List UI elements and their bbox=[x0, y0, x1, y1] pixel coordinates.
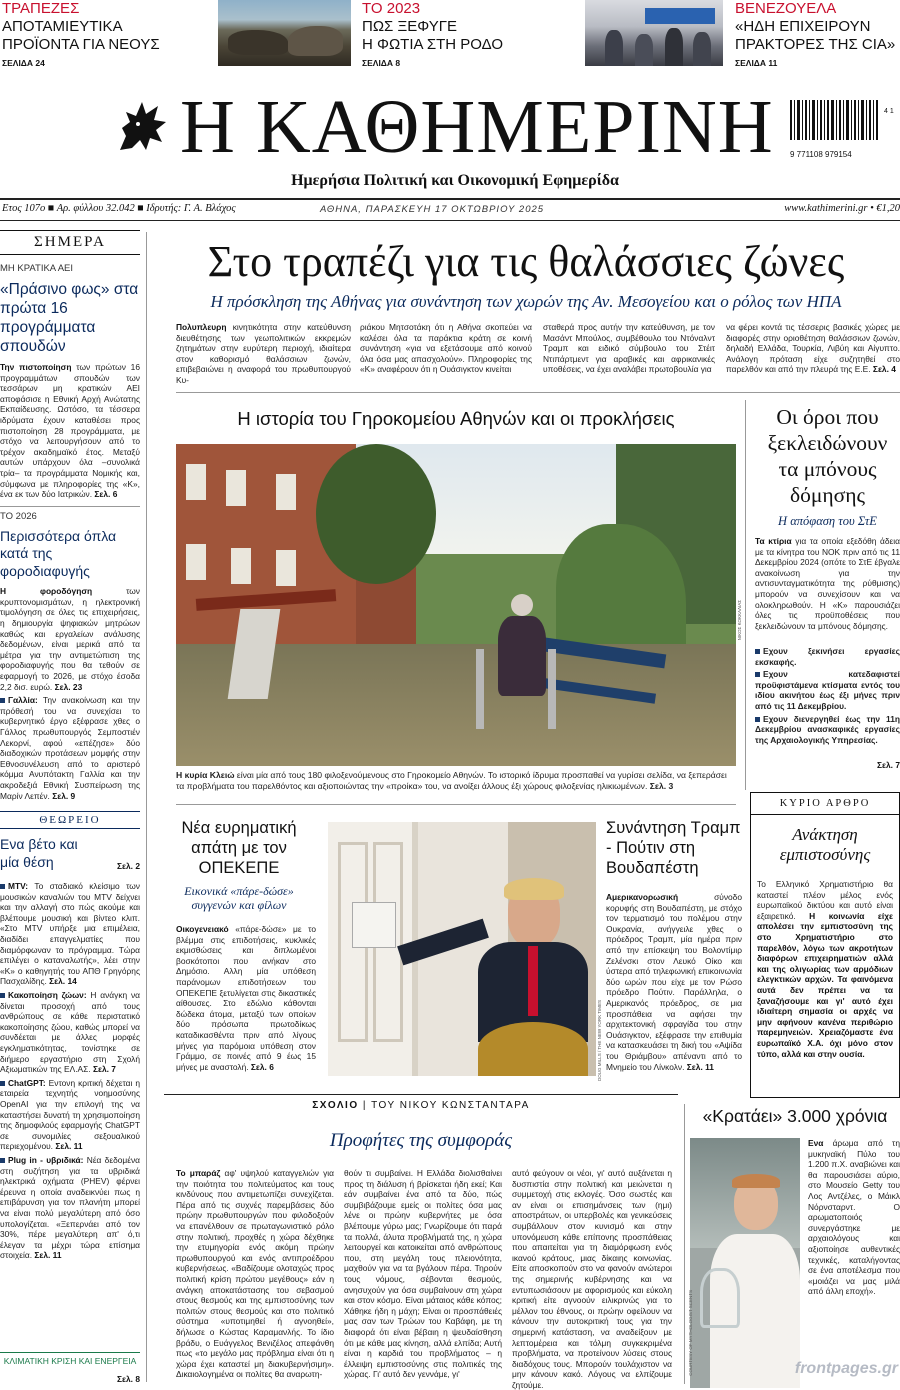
teaser-rhodes-photo bbox=[218, 0, 351, 66]
lead-col-4-page: Σελ. 4 bbox=[872, 364, 896, 375]
teaser-venezuela-line1: «ΗΔΗ ΕΠΙΧΕΙΡΟΥΝ bbox=[735, 18, 871, 35]
editorial-box bbox=[750, 792, 900, 1098]
teaser-rhodes-line2: Η ΦΩΤΙΑ ΣΤΗ ΡΟΔΟ bbox=[362, 36, 504, 53]
gerokomeio-caption-text: είναι μία από τους 180 φιλοξενούμενους στο Γηροκομείο Αθηνών. Το ιστορικό ίδρυμα προσπαθεί να γυρίσει σελίδα, να ξεπεράσει τα προβλήματα του παρελθόντος και αξιοποιώντας την «προίκα» του, να ανοίξει άλλους έξι χώρους φιλοξενίας ηλικιωμένων. bbox=[176, 770, 727, 791]
theoria-bullet-chatgpt bbox=[0, 1078, 140, 1152]
today-label: ΣΗΜΕΡΑ bbox=[0, 230, 140, 255]
opekepe-page: Σελ. 6 bbox=[250, 1061, 274, 1072]
ste-text: για τα οποία εξεδόθη άδεια με τα κίνητρα του ΝΟΚ πριν από τις 11 Δεκεμβρίου 2024 (οπότε το ΣτΕ έβγαλε ανακοίνωση για την αντισυνταγματικότητα της ρύθμισης) μπορούν να συνεχίσουν και να ολοκληρωθούν. Η «Κ» παρουσιάζει όλες τις προϋποθέσεις που ξεκλειδώνουν τα μπόνους δόμησης. bbox=[755, 536, 900, 631]
ste-bullet-1 bbox=[755, 646, 900, 667]
teaser-banks[interactable] bbox=[2, 0, 212, 68]
bullet-lead: Plug in - υβριδικά: bbox=[8, 1154, 84, 1165]
theoria-page: Σελ. 2 bbox=[117, 861, 140, 872]
ste-body bbox=[755, 536, 900, 631]
bullet-text: Το σταδιακό κλείσιμο των μουσικών καναλιών του MTV δείχνει και την αλλαγή στο πώς ακούμε και βλέπουμε μουσική και βίντεο κλιπ. «Στο MTV υπήρξε μια επιμέλεια, διαδίδει επαγγελματίες που διαμόρφωναν το πρόγραμμα. Τώρα επιλέγει ο καταναλωτής», λέει στην «Κ» ο καθηγητής του ΑΠΘ Γρηγόρης Πασχαλίδης. bbox=[0, 881, 140, 987]
today-text-1: των πρώτων 16 προγραμμάτων σπουδών των τεσσάρων μη κρατικών ΑΕΙ αποφάσισε η Εθνική Αρχή Ανώτατης Εκπαίδευσης. Ωστόσο, τα τέσσερα ιδρύματα έχουν καταθέσει προς πιστοποίηση 28 προγράμματα, με στόχο να λειτουργήσουν από το τρέχον ακαδημαϊκό έτος. Μεταξύ αυτών υπάρχουν όλα –συνολικά τρία– τα προγράμματα Νομικής και, σύμφωνα με πληροφορίες της «Κ», ένα εκ των δύο Ιατρικών. bbox=[0, 362, 140, 500]
editorial-plain: Το Ελληνικό Χρηματιστήριο θα καταστεί πλέον μέλος ενός ευρωπαϊκού δικτύου και αυτό είναι εξαιρετικό. bbox=[757, 879, 893, 921]
kratai-divider bbox=[684, 1104, 685, 1384]
today-lead-3: Γαλλία: bbox=[8, 695, 38, 706]
teaser-venezuela-page: ΣΕΛΙΔΑ 11 bbox=[735, 58, 778, 68]
teaser-rhodes-line1: ΠΩΣ ΞΕΦΥΓΕ bbox=[362, 18, 457, 35]
trump-lead: Αμερικανορωσική bbox=[606, 892, 679, 902]
trump-body bbox=[606, 892, 742, 1072]
theoria-title[interactable]: Ενα βέτο και μία θέση bbox=[0, 836, 78, 871]
ste-page: Σελ. 7 bbox=[877, 760, 900, 770]
masthead-subtitle: Ημερήσια Πολιτική και Οικονομική Εφημερίδα bbox=[291, 172, 619, 189]
editorial-title[interactable]: Ανάκτηση εμπιστοσύνης bbox=[779, 825, 871, 864]
ste-bullet-text: Εχουν διενεργηθεί έως την 11η Δεκεμβρίου ανασκαφικές εργασίες της Αρχαιολογικής Υπηρεσίας. bbox=[755, 713, 900, 745]
gerokomeio-rule bbox=[176, 804, 736, 805]
bullet-page: Σελ. 11 bbox=[55, 1141, 83, 1152]
climate-label[interactable]: ΚΛΙΜΑΤΙΚΗ ΚΡΙΣΗ ΚΑΙ ΕΝΕΡΓΕΙΑ bbox=[0, 1352, 140, 1366]
lead-col-2: ριάκου Μητσοτάκη ότι η Αθήνα σκοπεύει να καλέσει όλα τα παράκτια κράτη σε κοινή συνάντηση «για να εξετάσουμε από κοινού όλα όσα μας απασχολούν». Πληροφορίες της «Κ» αναφέρουν ότι η Ουάσιγκτον κινείται bbox=[360, 322, 532, 375]
gerokomeio-caption-lead: Η κυρία Κλειώ bbox=[176, 770, 235, 780]
scholio-col-2: θούν τι συμβαίνει. Η Ελλάδα διολισθαίνει προς τη διάλυση ή βρίσκεται ήδη εκεί; Και εάν συμβαίνει ένα από τα δύο, πώς συμβιβάζουμε εμείς οι πολίτες όσα μας λένε οι πρώην κυβερνήτες με όσα βλέπουμε γύρω μας; Γνωρίζουμε ότι παρά τα πολλά, άλυτα προβλήματά της, η χώρα λειτουργεί και κατοικείται από ανθρώπους που, στη μεγάλη τους πλειονότητα, μαχθούν για να τα βγάλουν πέρα. Τηρούν τους νόμους, σέβονται θεσμούς, ανησυχούν για όσα συμβαίνουν στη χώρα και στον κόσμο. Είναι μάταιος κάθε κόπος; Χάθηκε ήδη η μάχη; Είναι οι προσπάθειές μας σαν των Τρώων του Καβάφη, με τη διαφορά ότι είναι βέβαιη η ψευδαίσθηση ότι με κάθε μας κίνηση, αλλά ελπίδα; Αυτή είναι η καρδιά του προβλήματος – η έλλειψη εμπιστοσύνης στις πολιτικές της χώρας. Γι' αυτό δεν γεννάμε, γι' bbox=[344, 1168, 502, 1380]
trump-headline[interactable]: Συνάντηση Τραμπ - Πούτιν στη Βουδαπέστη bbox=[606, 819, 741, 877]
left-column bbox=[0, 230, 140, 1264]
lead-col-1-lead: Πολυπλευρη bbox=[176, 322, 227, 332]
today-text-3: Την ανακοίνωση και την πρόθεσή του να συνεχίσει το κυβερνητικό έργο εξέφρασε χθες ο Γάλλος πρωθυπουργός Σεμποστιέν Λεκορνί, αφού «επέζησε» δύο διαδοχικών προτάσεων μομφής στην Εθνοσυνέλευση από το αριστερό κόμμα Ανυπότακτη Γαλλία και την ακροδεξιά Εθνική Συσπείρωση της Μαρίν Λεπέν. bbox=[0, 695, 140, 801]
today-lead-2: Η φοροδόγηση bbox=[0, 586, 93, 597]
trump-photo bbox=[328, 822, 596, 1076]
teaser-venezuela[interactable] bbox=[735, 0, 900, 68]
scholio-top-rule bbox=[164, 1094, 678, 1095]
bullet-page: Σελ. 11 bbox=[34, 1250, 62, 1261]
kratai-headline[interactable]: «Κρατάει» 3.000 χρόνια bbox=[702, 1106, 888, 1126]
date-rule bbox=[0, 220, 900, 221]
kratai-photo-credit: COURTESY OF MYTHOLOGIST SCENTS bbox=[688, 1290, 693, 1376]
scholio-col-3: αυτό φεύγουν οι νέοι, γι' αυτό αυξάνεται η δυσπιστία στην πολιτική και μειώνεται η συμμετοχή στις εκλογές. Όσο σωστές και αν είναι οι επισημάνσεις των (ημι) αποστράτων, οι υπερβολές και γενικεύσεις συμβάλλουν στον κυνισμό και στην υπονόμευση κάθε επίπονης προσπάθειας που απαιτείται για τη διαμόρφωση ενός ικανού κράτους, μιας δίκαιης κοινωνίας. Είτε αποσκοπούν στο να φανούν ανώτεροι της σημερινής κυβέρνησης και να εντυπωσιάσουν με αφορισμούς και εύκολη κριτική είτε αγνοούν ειλικρινώς για το μέλλον του έθνους, οι πρώην οφείλουν να κάνουν την αυτοκριτική τους για την σημερινή κατάσταση, να αναδείξουν με λεπτομέρεια και τόλμη συγκεκριμένα προβλήματα, να προτείνουν λύσεις στους διαδόχους τους. Μπορούν τουλάχιστον να μην κάνουν κακό. Λόγους να ελπίζουμε ζητούμε. bbox=[512, 1168, 672, 1390]
lead-story-rule bbox=[176, 392, 900, 393]
bullet-text: Νέα δεδομένα στη συζήτηση για τα υβριδικά ηλεκτρικά οχήματα (PHEV) φέρνει έρευνα η οποία αναδεικνύει πως η επιβάρυνση για τον πλανήτη μπορεί να είναι πολύ μεγαλύτερη από όσο υπολογίζεται. «Ξεπερνάει από τον 30%, πέρε μεγαλύτερη απ' ό,τι έλεγαν τα μέχρι τώρα επίσημα στοιχεία. bbox=[0, 1154, 140, 1261]
opekepe-body bbox=[176, 924, 316, 1072]
lead-col-4-text: να φέρει κοντά τις τέσσερις βασικές χώρες με διαφορές στην οριοθέτηση θαλάσσιων ζωνών, δηλαδή Ελλάδα, Τουρκία, Λιβύη και Αίγυπτο. Ανάλογη πρόταση είχε συζητηθεί στο παρελθόν και από την πλευρά της Ε.Ε. bbox=[726, 322, 900, 375]
lead-col-4 bbox=[726, 322, 900, 375]
opekepe-subhead: Εικονικά «πάρε-δώσε» συγγενών και φίλων bbox=[184, 884, 294, 912]
ste-bullet-text: Εχουν κατεδαφιστεί προϋφιστάμενα κτίσματα εντός του ιδίου ακινήτου έως έξι μήνες πριν από τις 11 Δεκεμβρίου. bbox=[755, 669, 900, 711]
ste-subhead: Η απόφαση του ΣτΕ bbox=[778, 514, 877, 528]
today-text-2: των κρυπτονομισμάτων, η ηλεκτρονική τιμολόγηση σε όλες τις επιχειρήσεις, η δημιουργία ψηφιακών μητρώων καθώς και εργαλείων ανάλυσης δεδομένων, είναι μερικά από τα μέτρα για την αντιμετώπιση της φοροδιαφυγής που θα τεθούν σε εφαρμογή το 2026, με στόχο έσοδα 2,2 δισ. ευρώ. bbox=[0, 586, 140, 692]
kratai-photo bbox=[690, 1138, 800, 1388]
kratai-text: άρωμα από τη μυκηναϊκή Πύλο του 1.200 π.Χ. αναβιώνει και θα παρουσιάσει αύριο, στο Μουσείο Getty του Λος Αντζέλες, ο Μάικλ Νόρνσταρντ. Ο αρωματοποιός συνεργάστηκε με αρχαιολόγους και αξιοποίησε αυθεντικές τεχνικές, καταλήγοντας σε ένα αποτέλεσμα που «μοιάζει να μας μιλά από άλλη εποχή». bbox=[808, 1138, 900, 1297]
issue-info: Ετος 107ο ■ Αρ. φύλλου 32.042 ■ Ιδρυτής: Γ. Α. Βλάχος bbox=[2, 203, 236, 214]
opekepe-text: «πάρε-δώσε» με το βλέμμα στις επιδοτήσεις, κυκλικές εκμισθώσεις και διπλωμένοι βοσκότοποι που ανήκαν στο Δημόσιο. Αλλη μία υπόθεση παράνομων επιδοτήσεων του ΟΠΕΚΕΠΕ ξετυλίγεται στις δικαστικές αίθουσες. Στο εδώλιο κάθονται δώδεκα άτομα, μεταξύ των οποίων δύο πρόσωπα πρωτοδίκως καταδικασθέντα πριν από λίγους μήνες για παρόμοια υπόθεση στον Γράμμο, σε ποινές από 9 έως 15 μήνες με αναστολή. bbox=[176, 924, 316, 1072]
site-price[interactable]: www.kathimerini.gr • €1,20 bbox=[784, 203, 900, 214]
gerokomeio-headline[interactable]: Η ιστορία του Γηροκομείου Αθηνών και οι προκλήσεις bbox=[237, 408, 675, 429]
teaser-banks-page: ΣΕΛΙΔΑ 24 bbox=[2, 58, 45, 68]
today-body-2 bbox=[0, 586, 140, 692]
teaser-banks-line2: ΠΡΟΪΟΝΤΑ ΓΙΑ ΝΕΟΥΣ bbox=[2, 36, 160, 53]
trump-photo-credit: DOUG MILLS / THE NEW YORK TIMES bbox=[597, 1000, 602, 1082]
teaser-venezuela-line2: ΠΡΑΚΤΟΡΕΣ ΤΗΣ CIA» bbox=[735, 36, 896, 53]
bullet-text: Η ανάγκη να δίνεται προσοχή από τους ανθρώπους σε κάθε περιστατικό κακοποίησης ζώου, καθώς μπορεί να συνδέεται με άλλες μορφές εγκληματικότητας, τονίστηκε σε διήμερο εργαστήριο στη Σχολή Αξιωματικών της ΕΛ.ΑΣ. bbox=[0, 990, 140, 1075]
theoria-bullets bbox=[0, 881, 140, 1261]
scholio-col-1-lead: Το μπαράζ bbox=[176, 1168, 221, 1178]
scholio-header: ΣΧΟΛΙΟ | ΤΟΥ ΝΙΚΟΥ ΚΩΝΣΤΑΝΤΑΡΑ bbox=[312, 1100, 530, 1111]
lead-col-3: σταθερά προς αυτήν την κατεύθυνση, με τον Μασάντ Μπούλος, συμβέθουλο του Ντόναλντ Τραμπ και ειδικό σύμβουλο του Στέιτ Ντιπάρτμεντ για αραβικές και αφρικανικές υποθέσεις, να έχει αναλάβει πρωτοβουλία για bbox=[543, 322, 715, 375]
ste-bullet-3 bbox=[755, 714, 900, 746]
ste-lead: Τα κτίρια bbox=[755, 536, 792, 546]
opekepe-lead: Οικογενειακό bbox=[176, 924, 229, 934]
bullet-page: Σελ. 7 bbox=[92, 1064, 116, 1075]
gerokomeio-caption bbox=[176, 770, 736, 792]
today-page-3: Σελ. 9 bbox=[52, 790, 76, 801]
kratai-lead: Ενα bbox=[808, 1138, 824, 1148]
today-kicker-1: ΜΗ ΚΡΑΤΙΚΑ ΑΕΙ bbox=[0, 263, 74, 274]
today-body-1 bbox=[0, 362, 140, 500]
teaser-strip bbox=[0, 0, 900, 74]
gerokomeio-caption-page: Σελ. 3 bbox=[649, 780, 674, 791]
bullet-page: Σελ. 14 bbox=[49, 976, 77, 987]
griffin-logo-icon bbox=[112, 92, 172, 158]
today-page-1: Σελ. 6 bbox=[94, 489, 118, 500]
issue-date: ΑΘΗΝΑ, ΠΑΡΑΣΚΕΥΗ 17 ΟΚΤΩΒΡΙΟΥ 2025 bbox=[320, 204, 545, 215]
ste-headline[interactable]: Οι όροι που ξεκλειδώνουν τα μπόνους δόμησης bbox=[767, 405, 888, 507]
scholio-author: ΤΟΥ ΝΙΚΟΥ ΚΩΝΣΤΑΝΤΑΡΑ bbox=[371, 1100, 530, 1111]
teaser-rhodes-page: ΣΕΛΙΔΑ 8 bbox=[362, 58, 401, 68]
watermark: frontpages.gr bbox=[794, 1360, 898, 1377]
bullet-text: Εντονη κριτική δέχεται η εταιρεία τεχνητής νοημοσύνης OpenAI για την επιλογή της να καταστήσει δυνατή τη χρησιμοποίηση της δημοφιλούς εφαρμογής ChatGPT σε συνομιλίες σεξουαλικού περιεχομένου. bbox=[0, 1077, 140, 1152]
scholio-col-1-text: αφ' υψηλού καταγγελιών για την ποιότητα του πολιτεύματος και τους κινδύνους που αντιμετωπίζει συνεχίζεται. Πέρα από τις συχνές παρεμβάσεις δύο πρώην πρωθυπουργών που φιλοδοξούν να επανέλθουν σε πρωταγωνιστικό ρόλο στην πολιτική, προχθές η χώρα δέχθηκε την ετυμηγορία ενός ακόμη πρώην πρωθυπουργού και ενός αντιπροέδρου κυβερνήσεως. «Βαδίζουμε ολοταχώς προς πολιτική κρίση πρώτου μεγέθους» εάν η ανάγκη αποκατάστασης του σεβασμού στους θεσμούς και της εμπιστοσύνης των πολιτών στους θεσμούς και στο πολιτικό σύστημα «υποτιμηθεί ή αγνοηθεί», δήλωσε ο Κώστας Καραμανλής. Το ίδιο βράδυ, ο Ευάγγελος Βενιζέλος απεφάνθη πως «το μεγάλο μας πρόβλημα είναι ότι η χώρα έχει καταστεί μη διακυβερνήσιμη». Δικαιολογημένα οι πολίτες θα αναρωτη- bbox=[176, 1168, 334, 1380]
today-title-1[interactable]: «Πράσινο φως» στα πρώτα 16 προγράμματα σπουδών bbox=[0, 281, 139, 355]
editorial-bold: Η κοινωνία είχε απολέσει την εμπιστοσύνη της στο Χρηματιστήριο στο παρελθόν, λόγω των ακροτήτων διαφόρων επιχειρηματιών αλλά και της ολιγωρίας των αρμόδιων ελεγκτικών αρχών. Τα φαινόμενα αυτά δεν πρέπει να τα ξαναζήσουμε και γι' αυτό έχει ιδιαίτερη σημασία οι αρχές να μην αφήνουν κανένα περιθώριο παρεμηνειών. Χρειαζόμαστε ένα ευρωπαϊκό Χ.Α. όχι μόνο στον τύπο, αλλά και στην ουσία. bbox=[757, 910, 893, 1059]
editorial-label: ΚΥΡΙΟ ΑΡΘΡΟ bbox=[751, 793, 899, 815]
barcode-number: 9 771108 979154 bbox=[790, 150, 852, 159]
bullet-lead: MTV: bbox=[8, 881, 29, 892]
left-column-divider bbox=[146, 232, 147, 1382]
theoria-bullet-animals bbox=[0, 990, 140, 1075]
editorial-body bbox=[751, 879, 899, 1059]
theoria-bullet-mtv bbox=[0, 881, 140, 987]
opekepe-headline[interactable]: Νέα ευρηματική απάτη με τον ΟΠΕΚΕΠΕ bbox=[181, 819, 297, 877]
barcode bbox=[790, 100, 886, 148]
teaser-banks-line1: ΑΠΟΤΑΜΙΕΥΤΙΚΑ bbox=[2, 18, 123, 35]
bullet-lead: Κακοποίηση ζώων: bbox=[8, 990, 87, 1001]
masthead-rule bbox=[0, 198, 900, 200]
ste-bullet-2 bbox=[755, 669, 900, 711]
lead-col-1 bbox=[176, 322, 351, 386]
theoria-bullet-plugin bbox=[0, 1155, 140, 1261]
scholio-title[interactable]: Προφήτες της συμφοράς bbox=[329, 1130, 513, 1151]
right-column-divider bbox=[745, 400, 746, 790]
kratai-body bbox=[808, 1138, 900, 1297]
teaser-rhodes[interactable] bbox=[362, 0, 562, 68]
climate-page: Σελ. 8 bbox=[117, 1374, 140, 1384]
teaser-rhodes-kicker: ΤΟ 2023 bbox=[362, 0, 421, 17]
trump-text: σύνοδο κορυφής στη Βουδαπέστη, με στόχο τον τερματισμό του πολέμου στην Ουκρανία, ανήγγειλε χθες ο πρόεδρος Τραμπ, μία ημέρα πριν από την επίσκεψη του Βολοντίμιρ Ζελένσκι στον Λευκό Οίκο και ύστερα από τηλεφωνική επικοινωνία δύο ωρών που είχε με τον Ρώσο πρόεδρο Πούτιν. Παράλληλα, ο Αμερικανός πρόεδρος, σε μια προσπάθεια να αφήσει την αρχιτεκτονική σφραγίδα του στην Ουάσιγκτον, εξέφρασε την επιθυμία να κατασκευάσει τη δική του «Αψίδα του Θριάμβου» απέναντι από το Μνημείο του Λίνκολν. bbox=[606, 892, 742, 1072]
today-body-3 bbox=[0, 695, 140, 801]
masthead-title: Η ΚΑΘΗΜΕΡΙΝΗ bbox=[180, 85, 774, 169]
teaser-venezuela-kicker: ΒΕΝΕΖΟΥΕΛΑ bbox=[735, 0, 837, 17]
bullet-lead: ChatGPT: bbox=[8, 1077, 46, 1088]
lead-col-1-text: κινητικότητα στην κατεύθυνση διευθέτησης των γεωπολιτικών εκκρεμών ζητημάτων στην ευρύτερη περιοχή, ιδιαίτερα στον καθορισμό θαλάσσιων ζωνών, επιβεβαιώνει η αναφορά του πρωθυπουργού Κυ- bbox=[176, 322, 351, 385]
gerokomeio-credit: ΝΙΚΟΣ ΚΟΚΚΑΛΙΑΣ bbox=[737, 600, 742, 641]
today-page-2: Σελ. 23 bbox=[54, 681, 83, 692]
lead-headline[interactable]: Στο τραπέζι για τις θαλάσσιες ζώνες bbox=[207, 237, 845, 286]
scholio-label: ΣΧΟΛΙΟ bbox=[312, 1100, 359, 1111]
today-lead-1: Την πιστοποίηση bbox=[0, 362, 72, 372]
gerokomeio-photo bbox=[176, 444, 736, 766]
scholio-col-1 bbox=[176, 1168, 334, 1380]
teaser-venezuela-photo bbox=[585, 0, 723, 66]
ste-bullet-text: Εχουν ξεκινήσει εργασίες εκσκαφής. bbox=[755, 646, 900, 667]
barcode-code: 4 1 bbox=[884, 108, 894, 115]
teaser-banks-kicker: ΤΡΑΠΕΖΕΣ bbox=[2, 0, 80, 17]
ste-bullets bbox=[755, 646, 900, 747]
theoria-label: ΘΕΩΡΕΙΟ bbox=[0, 811, 140, 829]
today-title-2[interactable]: Περισσότερα όπλα κατά της φοροδιαφυγής bbox=[0, 527, 117, 579]
today-kicker-2: ΤΟ 2026 bbox=[0, 510, 37, 522]
lead-subhead: Η πρόσκληση της Αθήνας για συνάντηση των χωρών της Αν. Μεσογείου και ο ρόλος των ΗΠΑ bbox=[210, 292, 842, 311]
trump-page: Σελ. 11 bbox=[686, 1061, 714, 1072]
